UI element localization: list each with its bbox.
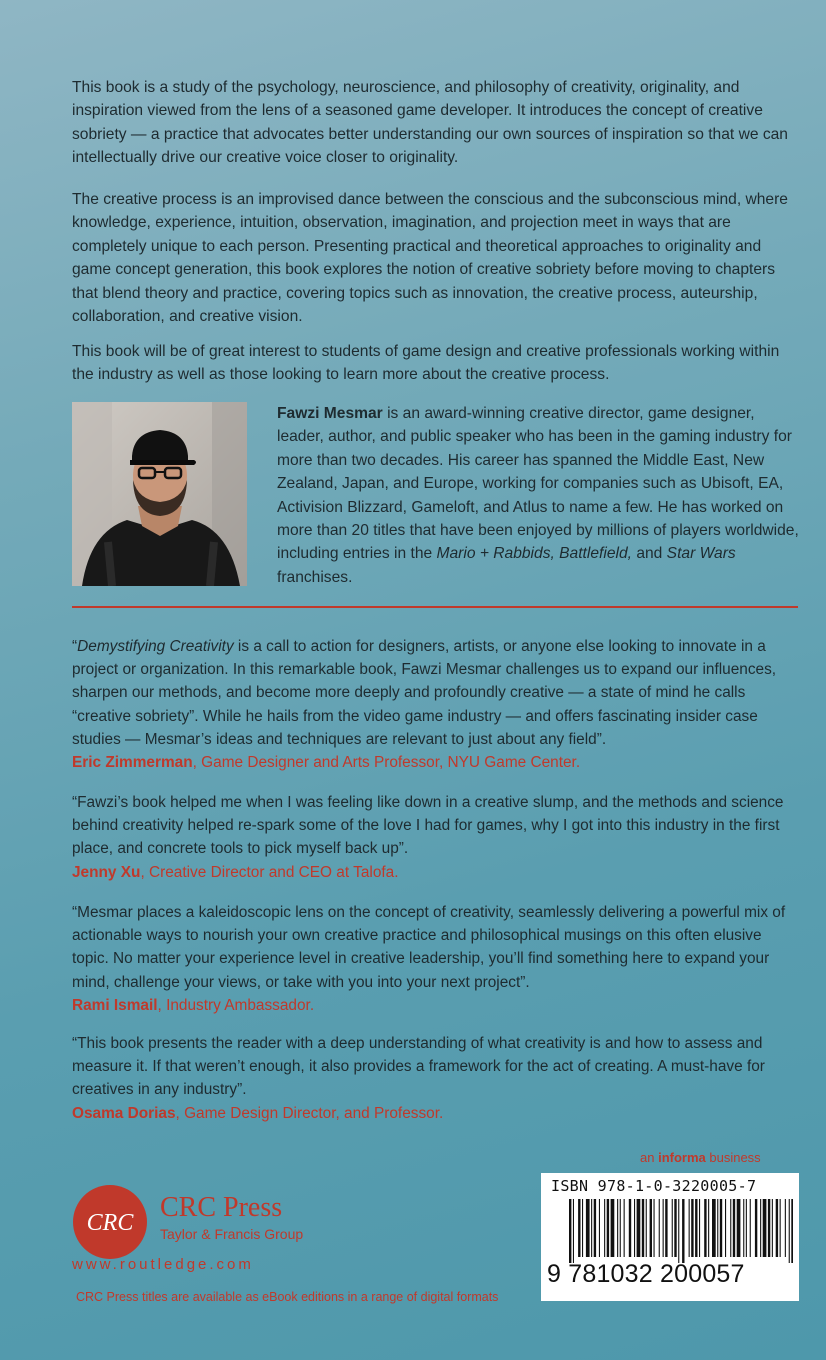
tagline-text: business [705,1150,761,1165]
barcode-bar [704,1199,706,1257]
endorser-name: Rami Ismail [72,996,158,1014]
endorser-role: , Game Designer and Arts Professor, NYU Game Center. [192,754,581,772]
barcode-bar [642,1199,644,1257]
endorsement-quote [72,791,802,884]
description-paragraph-3 [72,340,800,387]
barcode-bar [730,1199,731,1257]
endorsement-quote [72,635,802,774]
quote-mark: “ [72,638,78,655]
author-name: Fawzi Mesmar [277,405,383,422]
barcode-bar [785,1199,786,1257]
barcode-bar [791,1199,793,1263]
quote-text: “Mesmar places a kaleidoscopic lens on the concept of creativity, seamlessly delivering a powerful mix of actionable ways to nourish your own creative practice and philosophical musings on this often elusive topic. No matter your experience level in creative leadership, you’ll find something here to expand your mind, challenge your views, or take with you into your next project”. [72,904,786,991]
barcode-bar [665,1199,667,1257]
quote-attribution [72,861,802,884]
barcode-bar [755,1199,757,1257]
barcode-bar [624,1199,625,1257]
barcode-bar [682,1199,684,1263]
barcode-bar [750,1199,751,1257]
bio-text: and [631,545,667,563]
endorser-role: , Game Design Director, and Professor. [175,1104,444,1122]
informa-word: informa [658,1150,706,1165]
quote-attribution [72,1102,802,1125]
quote-attribution [72,994,802,1017]
barcode-bar [582,1199,583,1257]
barcode-bar [689,1199,690,1257]
endorser-name: Eric Zimmerman [72,754,193,772]
endorser-name: Osama Dorias [72,1104,176,1122]
barcode-bar [617,1199,618,1257]
book-title: Demystifying Creativity [77,638,234,655]
informa-tagline [640,1150,761,1165]
barcode-bar [629,1199,631,1257]
description-text: This book will be of great interest to students of game design and creative professionals working within the industry as well as those looking to learn more about the creative process. [72,343,780,384]
barcode-bar [699,1199,700,1257]
endorsement-quote [72,901,802,1017]
isbn-label: ISBN 978-1-0-3220005-7 [551,1177,757,1195]
endorser-name: Jenny Xu [72,863,141,881]
barcode-bar [678,1199,679,1263]
barcode-bar [620,1199,621,1257]
quote-text [72,635,802,751]
endorsement-quote [72,1032,802,1125]
barcode-bar [594,1199,596,1257]
quote-text: “Fawzi’s book helped me when I was feeling like down in a creative slump, and the methods and science behind creativity helped re-spark some of the love I had for games, why I got into this industry in the first place, and concrete tools to pick myself back up”. [72,794,784,858]
barcode-bar [663,1199,664,1257]
barcode-bar [780,1199,781,1257]
tagline-text: an [640,1150,659,1165]
barcode-bar [607,1199,609,1257]
section-divider [72,606,798,608]
quote-attribution [72,751,802,774]
barcode-bar [646,1199,647,1257]
barcode-bar [743,1199,744,1257]
barcode-bar [611,1199,615,1257]
barcode-bar [737,1199,741,1257]
ebook-note: CRC Press titles are available as eBook editions in a range of digital formats [76,1290,499,1304]
barcode-bar [654,1199,655,1257]
barcode-bar [591,1199,592,1257]
barcode-bar [599,1199,600,1257]
barcode-bars [569,1199,793,1263]
barcode-bar [717,1199,718,1257]
publisher-group: Taylor & Francis Group [160,1226,304,1242]
author-photo [72,402,247,586]
bio-text: franchises. [277,568,353,586]
barcode-bar [637,1199,641,1257]
barcode-bar [763,1199,767,1257]
barcode-bar [650,1199,652,1257]
barcode-bar [573,1199,574,1263]
barcode-bar [634,1199,635,1257]
barcode-bar [760,1199,761,1257]
quote-body: is a call to action for designers, artists, or anyone else looking to innovate in a project or organization. In this remarkable book, Fawzi Mesmar challenges us to expand our influences, sharpen our methods, and become more deeply and profoundly creative — a state of mind he calls “creative sobriety”. While he hails from the video game industry — and offers fascinating insider case studies — Mesmar’s ideas and techniques are relevant to just about any field”. [72,638,777,748]
crc-logo-text: CRC [86,1210,134,1236]
barcode-digits: 9 781032 200057 [547,1260,745,1288]
barcode-bar [725,1199,726,1257]
description-paragraph-1 [72,76,800,170]
barcode-bar [659,1199,660,1257]
franchise-star-wars: Star Wars [666,545,736,563]
crc-logo-icon [72,1184,148,1260]
publisher-website: www.routledge.com [72,1256,254,1273]
author-bio [277,402,801,589]
barcode-bar [746,1199,747,1257]
barcode-bar [789,1199,790,1263]
barcode-bar [768,1199,770,1257]
description-paragraph-2 [72,188,800,328]
barcode-bar [569,1199,571,1263]
barcode-bar [586,1199,590,1257]
barcode-bar [674,1199,676,1257]
publisher-name: CRC Press [160,1192,283,1223]
barcode-bar [578,1199,580,1257]
barcode-bar [708,1199,709,1257]
barcode-bar [691,1199,693,1257]
barcode-bar [712,1199,716,1257]
barcode-bar [695,1199,697,1257]
description-text: This book is a study of the psychology, neuroscience, and philosophy of creativity, originality, and inspiration viewed from the lens of a seasoned game developer. It introduces the concept of creative sobriety — a practice that advocates better understanding our own sources of inspiration so that we can intellectually drive our creative voice closer to originality. [72,79,788,167]
barcode-bar [604,1199,605,1257]
barcode-bar [720,1199,722,1257]
barcode-bar [733,1199,735,1257]
description-text: The creative process is an improvised dance between the conscious and the subconscious mind, where knowledge, experience, intuition, observation, imagination, and projection meet in ways that are completely unique to each person. Presenting practical and theoretical approaches to originality and game concept generation, this book explores the notion of creative sobriety before moving to chapters that blend theory and practice, covering topics such as innovation, the creative process, auteurship, collaboration, and creative vision. [72,191,788,326]
franchise-list: Mario + Rabbids, Battlefield, [436,545,632,563]
endorser-role: , Industry Ambassador. [157,996,315,1014]
endorser-role: , Creative Director and CEO at Talofa. [140,863,399,881]
bio-text: is an award-winning creative director, game designer, leader, author, and public speaker who has been in the gaming industry for more than two decades. His career has spanned the Middle East, New Zealand, Japan, and Europe, working for companies such as Ubisoft, EA, Activision Blizzard, Gameloft, and Atlus to name a few. He has worked on more than 20 titles that have been enjoyed by millions of players worldwide, including entries in the [277,405,799,563]
barcode-bar [672,1199,673,1257]
isbn-barcode [541,1173,799,1301]
barcode-bar [772,1199,773,1257]
barcode-bar [776,1199,778,1257]
quote-text: “This book presents the reader with a deep understanding of what creativity is and how to assess and measure it. If that weren’t enough, it also provides a framework for the act of creating. A must-have for creatives in any industry”. [72,1035,765,1099]
